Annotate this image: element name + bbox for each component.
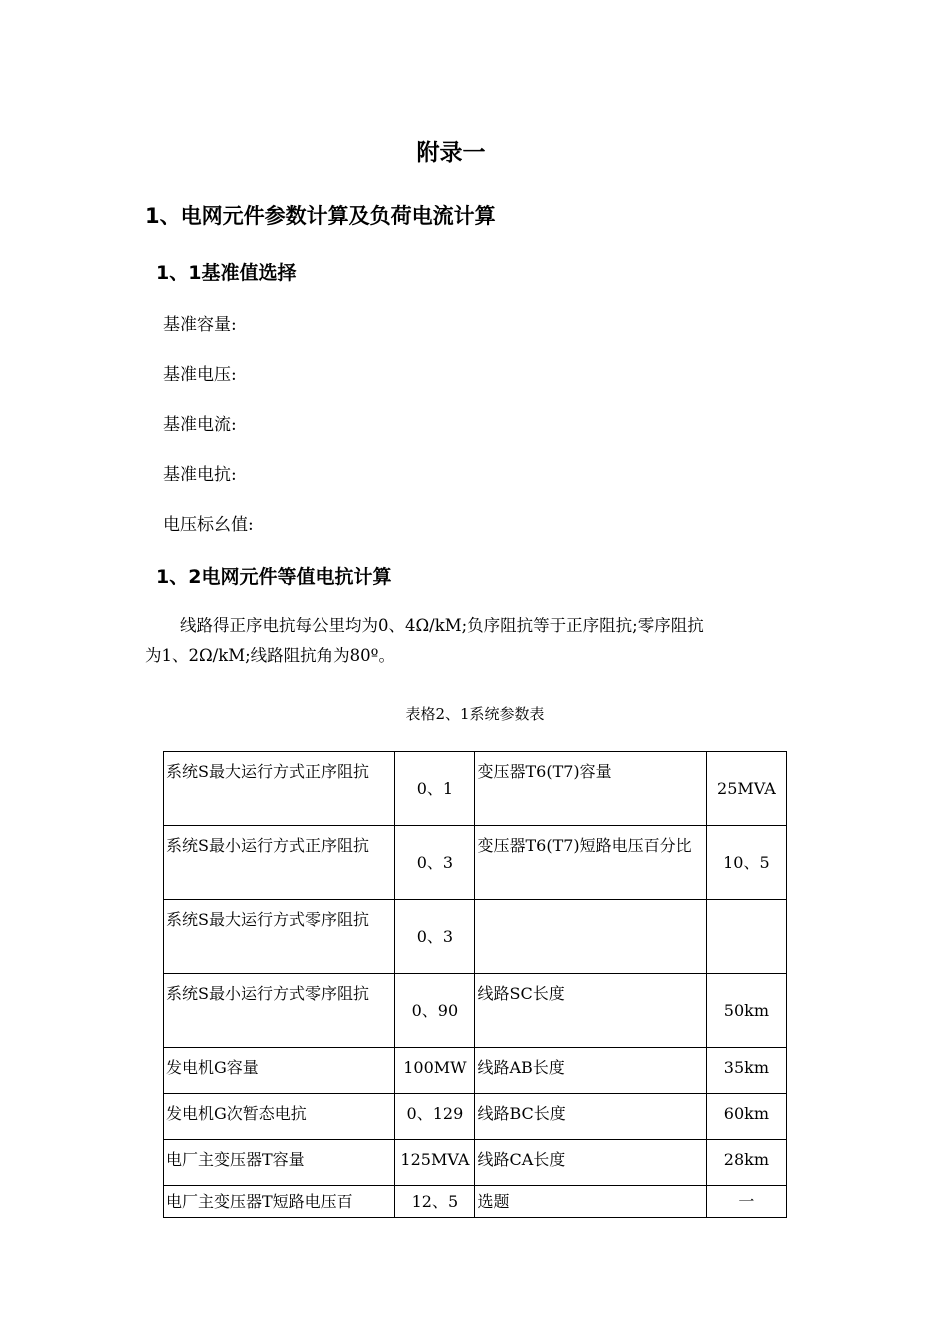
base-capacity-label: 基准容量: bbox=[163, 315, 237, 335]
param-name-cell: 变压器T6(T7)短路电压百分比 bbox=[475, 826, 706, 900]
param-name-cell: 发电机G次暂态电抗 bbox=[164, 1094, 395, 1140]
param-value-cell: 28km bbox=[706, 1140, 786, 1186]
param-value-cell: 10、5 bbox=[706, 826, 786, 900]
param-name-cell: 系统S最大运行方式零序阻抗 bbox=[164, 900, 395, 974]
param-value-cell: 25MVA bbox=[706, 752, 786, 826]
param-name-cell: 系统S最小运行方式零序阻抗 bbox=[164, 974, 395, 1048]
param-value-cell: 100MW bbox=[395, 1048, 475, 1094]
paragraph-line-2: 为1、2Ω/kM;线路阻抗角为80º。 bbox=[145, 646, 395, 665]
param-value-cell: 35km bbox=[706, 1048, 786, 1094]
section-1-heading: 1、电网元件参数计算及负荷电流计算 bbox=[145, 204, 496, 228]
base-current-label: 基准电流: bbox=[163, 415, 237, 435]
base-reactance-label: 基准电抗: bbox=[163, 465, 237, 485]
param-name-cell: 线路AB长度 bbox=[475, 1048, 706, 1094]
param-name-cell bbox=[475, 900, 706, 974]
paragraph-line-1: 线路得正序电抗每公里均为0、4Ω/kM;负序阻抗等于正序阻抗;零序阻抗 bbox=[180, 616, 704, 635]
appendix-title: 附录一 bbox=[416, 140, 486, 166]
param-name-cell: 系统S最大运行方式正序阻抗 bbox=[164, 752, 395, 826]
param-name-cell: 线路BC长度 bbox=[475, 1094, 706, 1140]
param-value-cell: 一 bbox=[706, 1186, 786, 1218]
table-row bbox=[164, 1094, 787, 1140]
table-caption: 表格2、1系统参数表 bbox=[405, 705, 545, 723]
param-value-cell bbox=[706, 900, 786, 974]
table-row bbox=[164, 1140, 787, 1186]
section-1-2-heading: 1、2电网元件等值电抗计算 bbox=[156, 566, 392, 588]
param-name-cell: 发电机G容量 bbox=[164, 1048, 395, 1094]
param-name-cell: 电厂主变压器T容量 bbox=[164, 1140, 395, 1186]
system-parameters-table bbox=[163, 751, 787, 1218]
table-row bbox=[164, 1048, 787, 1094]
param-value-cell: 125MVA bbox=[395, 1140, 475, 1186]
param-name-cell: 电厂主变压器T短路电压百 bbox=[164, 1186, 395, 1218]
table-row bbox=[164, 826, 787, 900]
voltage-per-unit-label: 电压标幺值: bbox=[163, 515, 254, 535]
param-value-cell: 0、3 bbox=[395, 826, 475, 900]
param-name-cell: 线路SC长度 bbox=[475, 974, 706, 1048]
base-voltage-label: 基准电压: bbox=[163, 365, 237, 385]
param-value-cell: 60km bbox=[706, 1094, 786, 1140]
table-row bbox=[164, 752, 787, 826]
param-value-cell: 12、5 bbox=[395, 1186, 475, 1218]
param-value-cell: 50km bbox=[706, 974, 786, 1048]
param-value-cell: 0、129 bbox=[395, 1094, 475, 1140]
param-name-cell: 选题 bbox=[475, 1186, 706, 1218]
param-value-cell: 0、1 bbox=[395, 752, 475, 826]
line-parameters-paragraph bbox=[145, 611, 795, 671]
section-1-1-heading: 1、1基准值选择 bbox=[156, 262, 297, 284]
param-name-cell: 变压器T6(T7)容量 bbox=[475, 752, 706, 826]
param-value-cell: 0、3 bbox=[395, 900, 475, 974]
param-value-cell: 0、90 bbox=[395, 974, 475, 1048]
param-name-cell: 系统S最小运行方式正序阻抗 bbox=[164, 826, 395, 900]
table-row bbox=[164, 974, 787, 1048]
table-row bbox=[164, 900, 787, 974]
table-row bbox=[164, 1186, 787, 1218]
param-name-cell: 线路CA长度 bbox=[475, 1140, 706, 1186]
